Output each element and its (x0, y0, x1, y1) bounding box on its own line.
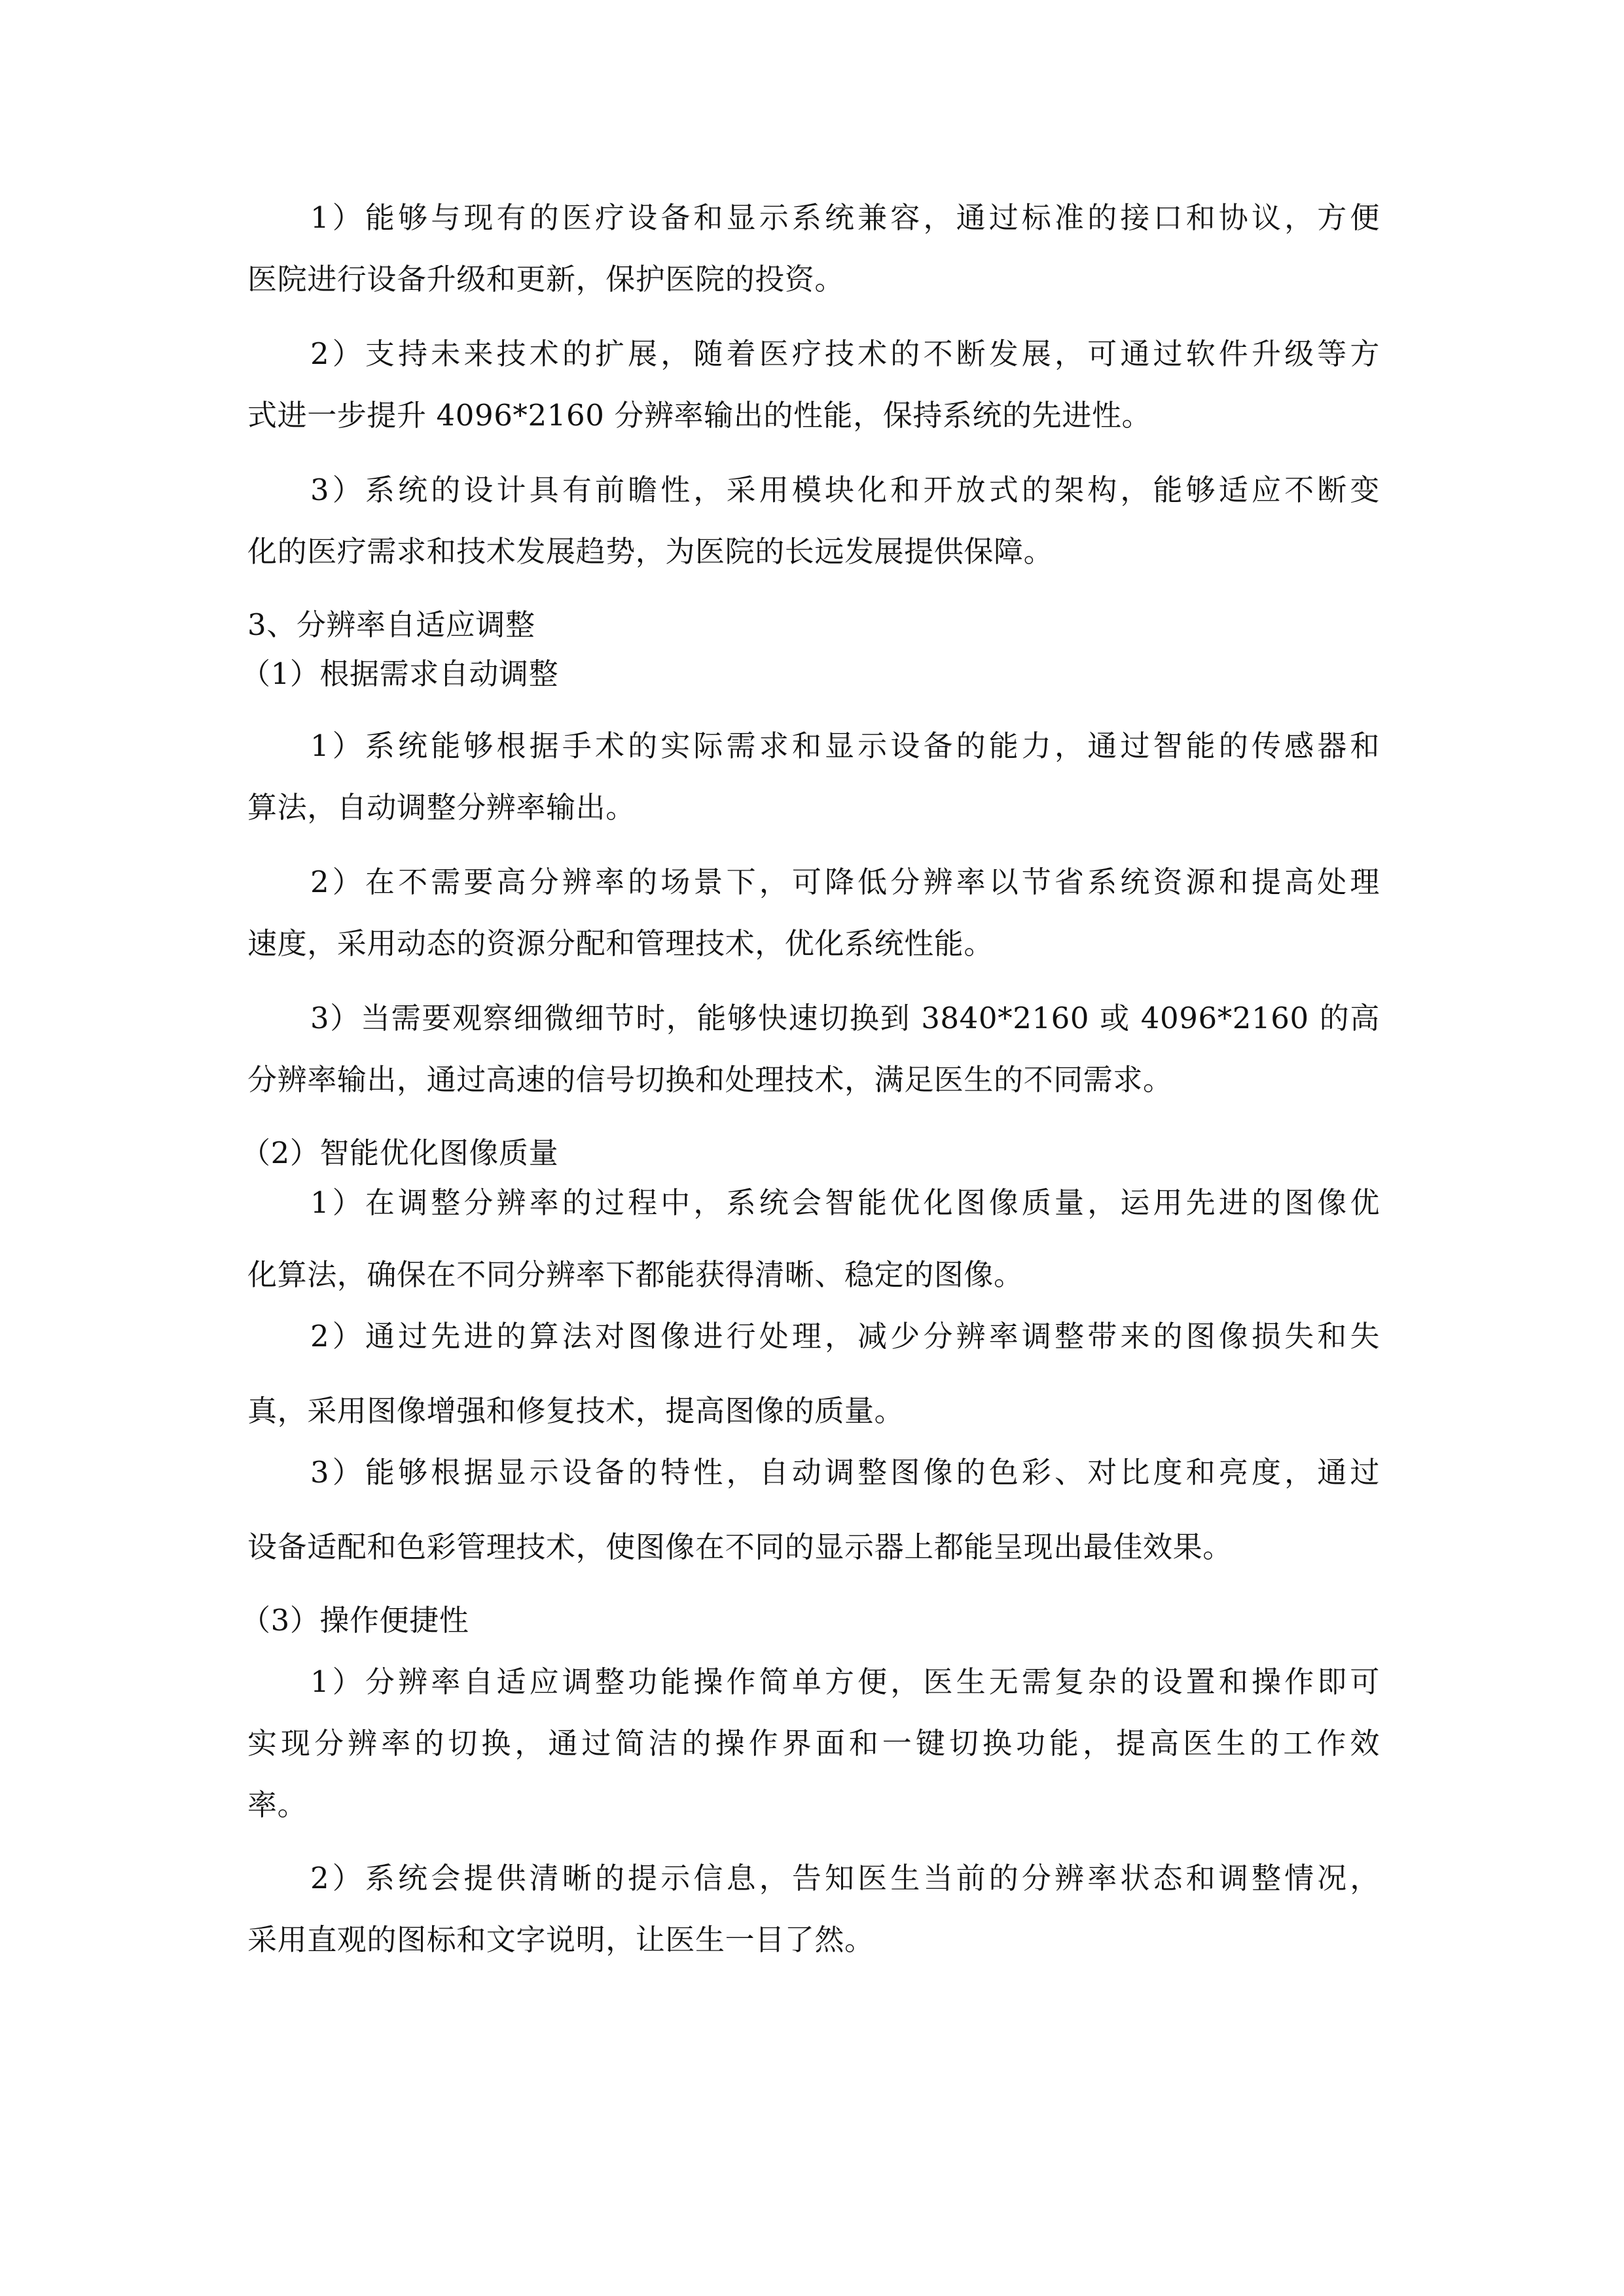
paragraph-image-quality-2-line-2: 真，采用图像增强和修复技术，提高图像的质量。 (247, 1393, 905, 1428)
paragraph-image-quality-1-line-1: 1）在调整分辨率的过程中，系统会智能优化图像质量，运用先进的图像优 (310, 1185, 1380, 1220)
paragraph-auto-adjust-3-line-2: 分辨率输出，通过高速的信号切换和处理技术，满足医生的不同需求。 (247, 1062, 1173, 1097)
subheading-image-quality: （2）智能优化图像质量 (241, 1136, 559, 1170)
paragraph-auto-adjust-1-line-1: 1）系统能够根据手术的实际需求和显示设备的能力，通过智能的传感器和 (310, 728, 1380, 763)
paragraph-usability-1-line-2: 实现分辨率的切换，通过简洁的操作界面和一键切换功能，提高医生的工作效 (247, 1726, 1380, 1761)
paragraph-extension-line-1: 2）支持未来技术的扩展，随着医疗技术的不断发展，可通过软件升级等方 (310, 336, 1380, 371)
section-heading: 3、分辨率自适应调整 (247, 607, 535, 642)
paragraph-image-quality-2-line-1: 2）通过先进的算法对图像进行处理，减少分辨率调整带来的图像损失和失 (310, 1319, 1380, 1354)
paragraph-usability-2-line-1: 2）系统会提供清晰的提示信息，告知医生当前的分辨率状态和调整情况， (310, 1861, 1380, 1895)
paragraph-image-quality-1-line-2: 化算法，确保在不同分辨率下都能获得清晰、稳定的图像。 (247, 1257, 1024, 1292)
paragraph-image-quality-3-line-1: 3）能够根据显示设备的特性，自动调整图像的色彩、对比度和亮度，通过 (310, 1455, 1380, 1490)
paragraph-compat-line-1: 1）能够与现有的医疗设备和显示系统兼容，通过标准的接口和协议，方便 (310, 200, 1380, 235)
paragraph-auto-adjust-2-line-2: 速度，采用动态的资源分配和管理技术，优化系统性能。 (247, 926, 994, 961)
subheading-usability: （3）操作便捷性 (241, 1603, 469, 1638)
subheading-auto-adjust: （1）根据需求自动调整 (241, 656, 559, 691)
paragraph-auto-adjust-2-line-1: 2）在不需要高分辨率的场景下，可降低分辨率以节省系统资源和提高处理 (310, 865, 1380, 899)
paragraph-forward-looking-line-2: 化的医疗需求和技术发展趋势，为医院的长远发展提供保障。 (247, 534, 1054, 569)
paragraph-auto-adjust-1-line-2: 算法，自动调整分辨率输出。 (247, 790, 636, 825)
paragraph-auto-adjust-3-line-1: 3）当需要观察细微细节时，能够快速切换到 3840*2160 或 4096*2160 的高 (310, 1001, 1380, 1035)
paragraph-usability-1-line-3: 率。 (247, 1787, 308, 1822)
paragraph-forward-looking-line-1: 3）系统的设计具有前瞻性，采用模块化和开放式的架构，能够适应不断变 (310, 473, 1380, 507)
paragraph-usability-1-line-1: 1）分辨率自适应调整功能操作简单方便，医生无需复杂的设置和操作即可 (310, 1664, 1380, 1699)
paragraph-image-quality-3-line-2: 设备适配和色彩管理技术，使图像在不同的显示器上都能呈现出最佳效果。 (247, 1530, 1233, 1564)
paragraph-compat-line-2: 医院进行设备升级和更新，保护医院的投资。 (247, 262, 845, 296)
paragraph-extension-line-2: 式进一步提升 4096*2160 分辨率输出的性能，保持系统的先进性。 (247, 398, 1152, 433)
paragraph-usability-2-line-2: 采用直观的图标和文字说明，让医生一目了然。 (247, 1922, 875, 1957)
